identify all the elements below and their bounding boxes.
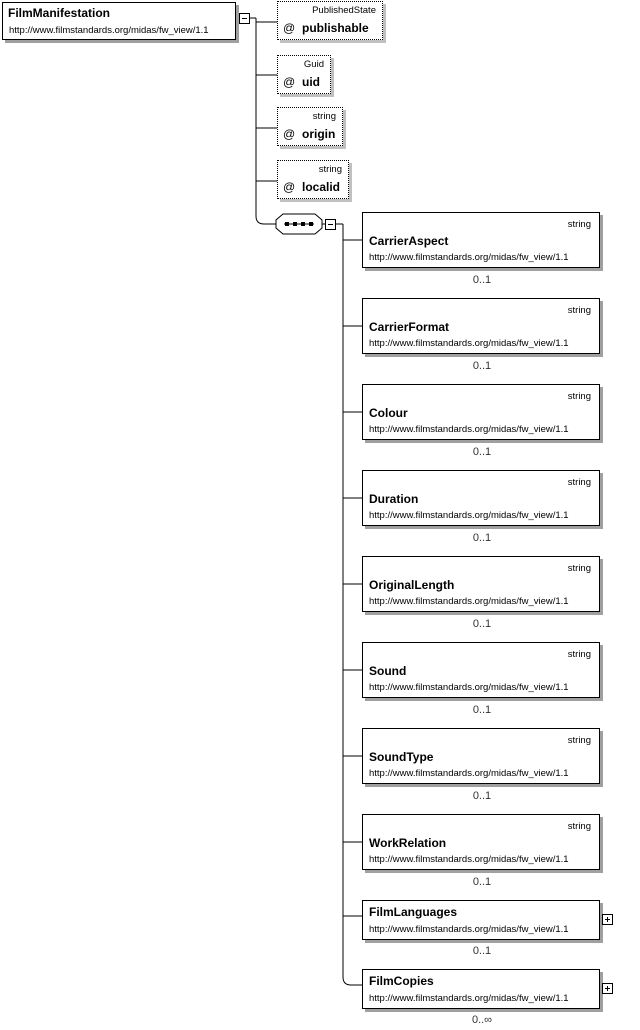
- element-namespace: http://www.filmstandards.org/midas/fw_view/1.1: [369, 682, 569, 693]
- attribute-box-origin[interactable]: [277, 107, 343, 146]
- element-box-duration[interactable]: [362, 470, 600, 526]
- root-element-namespace: http://www.filmstandards.org/midas/fw_view/1.1: [9, 25, 209, 36]
- attribute-type: Guid: [303, 59, 324, 70]
- element-type: string: [567, 391, 591, 402]
- element-cardinality: 0..1: [472, 274, 492, 286]
- attribute-name: uid: [302, 75, 320, 89]
- element-name: FilmCopies: [369, 974, 434, 988]
- element-name: Duration: [369, 492, 419, 506]
- attribute-marker-icon: @: [283, 75, 296, 89]
- element-box-carrierformat[interactable]: [362, 298, 600, 354]
- expand-filmlanguages-icon[interactable]: [602, 914, 613, 925]
- attribute-box-localid[interactable]: [277, 160, 349, 199]
- attribute-box-uid[interactable]: [277, 55, 331, 94]
- root-element-box[interactable]: [2, 2, 236, 40]
- element-cardinality: 0..∞: [471, 1014, 493, 1026]
- element-box-filmcopies[interactable]: [362, 969, 600, 1009]
- element-cardinality: 0..1: [472, 945, 492, 957]
- attribute-marker-icon: @: [283, 21, 296, 35]
- element-namespace: http://www.filmstandards.org/midas/fw_view/1.1: [369, 993, 569, 1004]
- element-box-workrelation[interactable]: [362, 814, 600, 870]
- element-name: Sound: [369, 664, 407, 678]
- element-cardinality: 0..1: [472, 618, 492, 630]
- element-cardinality: 0..1: [472, 876, 492, 888]
- element-cardinality: 0..1: [472, 704, 492, 716]
- element-namespace: http://www.filmstandards.org/midas/fw_view/1.1: [369, 338, 569, 349]
- element-name: Colour: [369, 406, 408, 420]
- element-namespace: http://www.filmstandards.org/midas/fw_view/1.1: [369, 924, 569, 935]
- element-type: string: [567, 735, 591, 746]
- attribute-name: publishable: [302, 21, 369, 35]
- element-name: OriginalLength: [369, 578, 455, 592]
- element-type: string: [567, 649, 591, 660]
- element-name: CarrierFormat: [369, 320, 450, 334]
- element-type: string: [567, 219, 591, 230]
- element-name: WorkRelation: [369, 836, 447, 850]
- element-cardinality: 0..1: [472, 532, 492, 544]
- attribute-type: PublishedState: [312, 5, 376, 16]
- attribute-type: string: [312, 111, 336, 122]
- element-namespace: http://www.filmstandards.org/midas/fw_view/1.1: [369, 252, 569, 263]
- element-cardinality: 0..1: [472, 360, 492, 372]
- attribute-box-publishable[interactable]: [277, 1, 383, 40]
- element-type: string: [567, 821, 591, 832]
- element-type: string: [567, 563, 591, 574]
- attribute-name: origin: [302, 127, 336, 141]
- element-namespace: http://www.filmstandards.org/midas/fw_view/1.1: [369, 854, 569, 865]
- element-type: string: [567, 305, 591, 316]
- element-box-filmlanguages[interactable]: [362, 900, 600, 940]
- element-box-originallength[interactable]: [362, 556, 600, 612]
- element-namespace: http://www.filmstandards.org/midas/fw_view/1.1: [369, 510, 569, 521]
- sequence-compositor-icon: [276, 214, 322, 234]
- collapse-sequence-icon[interactable]: [325, 219, 336, 230]
- element-name: SoundType: [369, 750, 434, 764]
- attribute-name: localid: [302, 180, 341, 194]
- element-namespace: http://www.filmstandards.org/midas/fw_view/1.1: [369, 596, 569, 607]
- element-box-soundtype[interactable]: [362, 728, 600, 784]
- element-cardinality: 0..1: [472, 446, 492, 458]
- element-box-sound[interactable]: [362, 642, 600, 698]
- expand-filmcopies-icon[interactable]: [602, 983, 613, 994]
- root-element-name: FilmManifestation: [8, 6, 111, 20]
- attribute-marker-icon: @: [283, 180, 296, 194]
- collapse-root-icon[interactable]: [239, 13, 250, 24]
- element-name: CarrierAspect: [369, 234, 449, 248]
- attribute-type: string: [318, 164, 342, 175]
- attribute-marker-icon: @: [283, 127, 296, 141]
- element-box-colour[interactable]: [362, 384, 600, 440]
- element-type: string: [567, 477, 591, 488]
- element-box-carrieraspect[interactable]: [362, 212, 600, 268]
- element-name: FilmLanguages: [369, 905, 458, 919]
- element-cardinality: 0..1: [472, 790, 492, 802]
- element-namespace: http://www.filmstandards.org/midas/fw_view/1.1: [369, 768, 569, 779]
- element-namespace: http://www.filmstandards.org/midas/fw_view/1.1: [369, 424, 569, 435]
